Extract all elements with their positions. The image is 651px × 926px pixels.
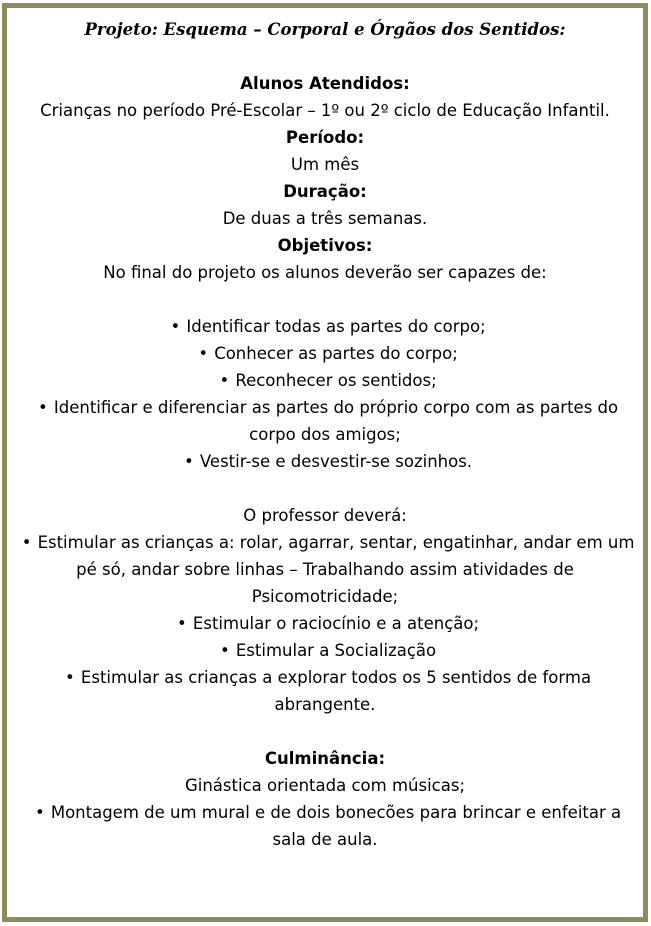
list-item-text: Estimular as crianças a explorar todos os 5 sentidos de forma abrangente. — [80, 668, 592, 714]
list-item — [7, 664, 643, 718]
culminancia-heading: Culminância: — [264, 749, 386, 768]
duracao-text: De duas a três semanas. — [222, 209, 428, 228]
periodo-text: Um mês — [290, 155, 360, 174]
bullet-icon: • — [21, 533, 32, 552]
list-item — [7, 340, 643, 367]
periodo-heading: Período: — [285, 128, 365, 147]
document-frame — [2, 3, 648, 922]
duracao-heading: Duração: — [283, 182, 367, 201]
list-item-text: Conhecer as partes do corpo; — [214, 344, 458, 363]
alunos-text: Crianças no período Pré-Escolar – 1º ou 2º ciclo de Educação Infantil. — [40, 101, 610, 120]
list-item-text: Montagem de um mural e de dois bonecões para brincar e enfeitar a sala de aula. — [50, 803, 622, 849]
list-item — [7, 799, 643, 853]
list-item — [7, 313, 643, 340]
list-item-text: Estimular o raciocínio e a atenção; — [192, 614, 480, 633]
objetivos-heading: Objetivos: — [277, 236, 373, 255]
list-item-text: Estimular a Socialização — [235, 641, 437, 660]
professor-text: O professor deverá: — [243, 506, 407, 525]
bullet-icon: • — [219, 371, 230, 390]
list-item — [7, 367, 643, 394]
list-item — [7, 637, 643, 664]
alunos-heading: Alunos Atendidos: — [240, 74, 410, 93]
bullet-icon: • — [38, 398, 48, 417]
list-item-text: Identificar todas as partes do corpo; — [186, 317, 486, 336]
bullet-icon: • — [184, 452, 194, 471]
objetivos-text: No final do projeto os alunos deverão ser capazes de: — [103, 263, 547, 282]
list-item — [7, 394, 643, 448]
bullet-icon: • — [34, 803, 45, 822]
list-item-text: Reconhecer os sentidos; — [235, 371, 437, 390]
list-item — [7, 448, 643, 475]
list-item-text: Vestir-se e desvestir-se sozinhos. — [199, 452, 473, 471]
list-item-text: Estimular as crianças a: rolar, agarrar, sentar, engatinhar, andar em um pé só, andar sobre linhas – Trabalhando assim atividades de Psicomotricidade; — [37, 533, 635, 606]
bullet-icon: • — [198, 344, 209, 363]
list-item — [7, 610, 643, 637]
list-item-text: Identificar e diferenciar as partes do próprio corpo com as partes do corpo dos amigos; — [53, 398, 619, 444]
bullet-icon: • — [177, 614, 187, 633]
culminancia-text: Ginástica orientada com músicas; — [184, 776, 466, 795]
bullet-icon: • — [65, 668, 75, 687]
list-item — [7, 529, 643, 610]
page-title: Projeto: Esquema – Corporal e Órgãos dos Sentidos: — [84, 20, 566, 39]
document-body — [7, 16, 643, 853]
bullet-icon: • — [170, 317, 181, 336]
bullet-icon: • — [220, 641, 230, 660]
